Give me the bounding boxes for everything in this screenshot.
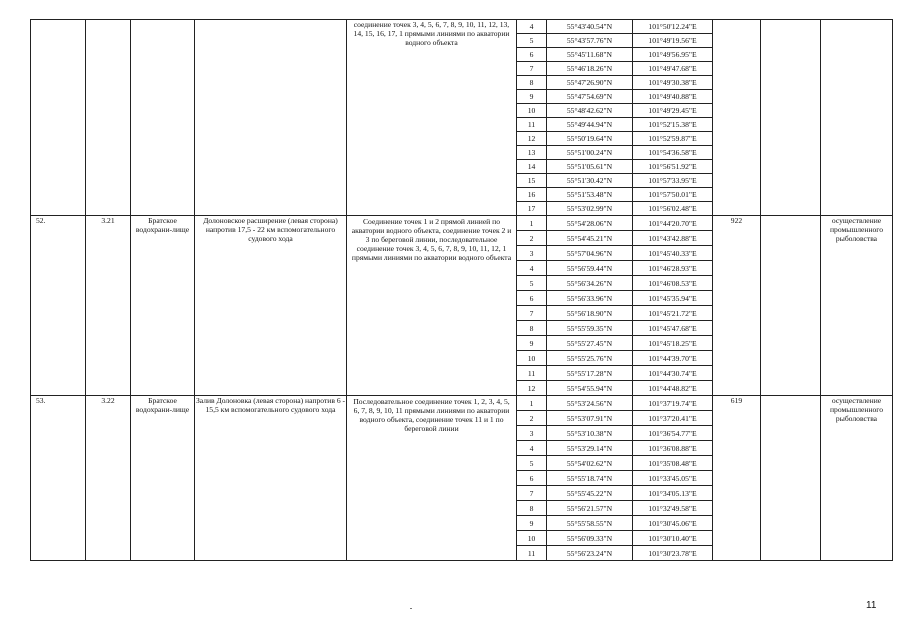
- blank-cell: [761, 20, 821, 216]
- point-number: 11: [517, 546, 547, 561]
- longitude: 101°50'12.24"E: [633, 20, 713, 34]
- longitude: 101°54'36.58"E: [633, 146, 713, 160]
- longitude: 101°44'30.74"E: [633, 366, 713, 381]
- point-number: 10: [517, 531, 547, 546]
- latitude: 55°55'59.35"N: [547, 321, 633, 336]
- latitude: 55°56'33.96"N: [547, 291, 633, 306]
- latitude: 55°56'09.33"N: [547, 531, 633, 546]
- longitude: 101°56'02.48"E: [633, 202, 713, 216]
- longitude: 101°44'20.70"E: [633, 216, 713, 231]
- row-number: 53.: [31, 396, 86, 561]
- water-body: Братское водохрани-лище: [131, 396, 195, 561]
- table-row: [31, 396, 893, 411]
- latitude: 55°49'44.94"N: [547, 118, 633, 132]
- usage-purpose: осуществление промышленного рыболовства: [821, 216, 893, 396]
- point-number: 5: [517, 276, 547, 291]
- longitude: 101°44'48.82"E: [633, 381, 713, 396]
- longitude: 101°49'56.95"E: [633, 48, 713, 62]
- point-number: 14: [517, 160, 547, 174]
- latitude: 55°54'55.94"N: [547, 381, 633, 396]
- longitude: 101°37'20.41"E: [633, 411, 713, 426]
- point-number: 8: [517, 321, 547, 336]
- point-number: 2: [517, 411, 547, 426]
- longitude: 101°37'19.74"E: [633, 396, 713, 411]
- point-number: 5: [517, 34, 547, 48]
- site-cell: [195, 20, 347, 216]
- latitude: 55°46'18.26"N: [547, 62, 633, 76]
- point-number: 1: [517, 396, 547, 411]
- point-number: 9: [517, 516, 547, 531]
- boundary-description: Последовательное соединение точек 1, 2, 3, 4, 5, 6, 7, 8, 9, 10, 11 прямыми линиями по акватории водного объекта, соединение точек 11 и 1 по береговой линии: [347, 396, 517, 561]
- point-number: 12: [517, 381, 547, 396]
- longitude: 101°45'40.33"E: [633, 246, 713, 261]
- latitude: 55°55'18.74"N: [547, 471, 633, 486]
- longitude: 101°45'47.68"E: [633, 321, 713, 336]
- longitude: 101°36'54.77"E: [633, 426, 713, 441]
- longitude: 101°34'05.13"E: [633, 486, 713, 501]
- coordinates-table: [30, 19, 893, 561]
- point-number: 4: [517, 20, 547, 34]
- point-number: 8: [517, 76, 547, 90]
- point-number: 13: [517, 146, 547, 160]
- point-number: 3: [517, 426, 547, 441]
- point-number: 7: [517, 306, 547, 321]
- latitude: 55°57'04.96"N: [547, 246, 633, 261]
- latitude: 55°43'40.54"N: [547, 20, 633, 34]
- table-row: [31, 20, 893, 34]
- longitude: 101°46'28.93"E: [633, 261, 713, 276]
- latitude: 55°56'18.90"N: [547, 306, 633, 321]
- latitude: 55°50'19.64"N: [547, 132, 633, 146]
- latitude: 55°55'58.55"N: [547, 516, 633, 531]
- longitude: 101°49'47.68"E: [633, 62, 713, 76]
- latitude: 55°53'07.91"N: [547, 411, 633, 426]
- point-number: 5: [517, 456, 547, 471]
- latitude: 55°47'26.90"N: [547, 76, 633, 90]
- point-number: 10: [517, 351, 547, 366]
- site-location: Долоновское расширение (левая сторона) напротив 17,5 - 22 км вспомогательного судового хода: [195, 216, 347, 396]
- longitude: 101°44'39.70"E: [633, 351, 713, 366]
- point-number: 3: [517, 246, 547, 261]
- water-body-cell: [131, 20, 195, 216]
- latitude: 55°53'10.38"N: [547, 426, 633, 441]
- point-number: 11: [517, 366, 547, 381]
- latitude: 55°56'21.57"N: [547, 501, 633, 516]
- longitude: 101°36'08.88"E: [633, 441, 713, 456]
- latitude: 55°45'11.68"N: [547, 48, 633, 62]
- blank-cell: [761, 216, 821, 396]
- point-number: 15: [517, 174, 547, 188]
- usage-purpose: осуществление промышленного рыболовства: [821, 396, 893, 561]
- point-number: 8: [517, 501, 547, 516]
- point-number: 7: [517, 486, 547, 501]
- latitude: 55°55'25.76"N: [547, 351, 633, 366]
- latitude: 55°43'57.76"N: [547, 34, 633, 48]
- registry-code: 3.21: [86, 216, 131, 396]
- latitude: 55°47'54.69"N: [547, 90, 633, 104]
- point-number: 16: [517, 188, 547, 202]
- point-number: 2: [517, 231, 547, 246]
- point-number: 4: [517, 261, 547, 276]
- longitude: 101°49'30.38"E: [633, 76, 713, 90]
- latitude: 55°54'45.21"N: [547, 231, 633, 246]
- point-number: 10: [517, 104, 547, 118]
- longitude: 101°49'29.45"E: [633, 104, 713, 118]
- longitude: 101°30'23.78"E: [633, 546, 713, 561]
- longitude: 101°32'49.58"E: [633, 501, 713, 516]
- point-number: 6: [517, 471, 547, 486]
- point-number: 7: [517, 62, 547, 76]
- point-number: 6: [517, 291, 547, 306]
- page-number: 11: [866, 600, 877, 611]
- scan-artifact: [410, 608, 412, 609]
- latitude: 55°56'23.24"N: [547, 546, 633, 561]
- point-number: 9: [517, 90, 547, 104]
- longitude: 101°56'51.92"E: [633, 160, 713, 174]
- longitude: 101°30'45.06"E: [633, 516, 713, 531]
- latitude: 55°54'02.62"N: [547, 456, 633, 471]
- row-number-cell: [31, 20, 86, 216]
- water-body: Братское водохрани-лище: [131, 216, 195, 396]
- area-value: 619: [713, 396, 761, 561]
- longitude: 101°45'35.94"E: [633, 291, 713, 306]
- latitude: 55°55'45.22"N: [547, 486, 633, 501]
- area-cell: [713, 20, 761, 216]
- longitude: 101°35'08.48"E: [633, 456, 713, 471]
- registry-code-cell: [86, 20, 131, 216]
- longitude: 101°45'21.72"E: [633, 306, 713, 321]
- latitude: 55°55'27.45"N: [547, 336, 633, 351]
- longitude: 101°49'19.56"E: [633, 34, 713, 48]
- longitude: 101°52'59.87"E: [633, 132, 713, 146]
- latitude: 55°51'30.42"N: [547, 174, 633, 188]
- purpose-cell: [821, 20, 893, 216]
- blank-cell: [761, 396, 821, 561]
- point-number: 1: [517, 216, 547, 231]
- latitude: 55°48'42.62"N: [547, 104, 633, 118]
- registry-code: 3.22: [86, 396, 131, 561]
- longitude: 101°52'15.38"E: [633, 118, 713, 132]
- longitude: 101°30'10.40"E: [633, 531, 713, 546]
- longitude: 101°43'42.88"E: [633, 231, 713, 246]
- area-value: 922: [713, 216, 761, 396]
- latitude: 55°55'17.28"N: [547, 366, 633, 381]
- longitude: 101°57'50.01"E: [633, 188, 713, 202]
- point-number: 6: [517, 48, 547, 62]
- longitude: 101°33'45.05"E: [633, 471, 713, 486]
- latitude: 55°56'59.44"N: [547, 261, 633, 276]
- latitude: 55°53'02.99"N: [547, 202, 633, 216]
- latitude: 55°56'34.26"N: [547, 276, 633, 291]
- point-number: 9: [517, 336, 547, 351]
- site-location: Залив Долоновка (левая сторона) напротив 6 - 15,5 км вспомогательного судового хода: [195, 396, 347, 561]
- table-row: [31, 216, 893, 231]
- row-number: 52.: [31, 216, 86, 396]
- point-number: 4: [517, 441, 547, 456]
- point-number: 11: [517, 118, 547, 132]
- longitude: 101°49'40.88"E: [633, 90, 713, 104]
- latitude: 55°51'05.61"N: [547, 160, 633, 174]
- latitude: 55°54'28.06"N: [547, 216, 633, 231]
- longitude: 101°46'08.53"E: [633, 276, 713, 291]
- latitude: 55°51'53.48"N: [547, 188, 633, 202]
- longitude: 101°57'33.95"E: [633, 174, 713, 188]
- boundary-description: Соединение точек 1 и 2 прямой линией по акватории водного объекта, соединение точек 2 и 3 по береговой линии, последовательное соединение точек 3, 4, 5, 6, 7, 8, 9, 10, 11, 12, 1 прямыми линиями по акватории водного объекта: [347, 216, 517, 396]
- boundary-description: соединение точек 3, 4, 5, 6, 7, 8, 9, 10, 11, 12, 13, 14, 15, 16, 17, 1 прямыми линиями по акватории водного объекта: [347, 20, 517, 216]
- longitude: 101°45'18.25"E: [633, 336, 713, 351]
- point-number: 12: [517, 132, 547, 146]
- point-number: 17: [517, 202, 547, 216]
- latitude: 55°51'00.24"N: [547, 146, 633, 160]
- latitude: 55°53'29.14"N: [547, 441, 633, 456]
- latitude: 55°53'24.56"N: [547, 396, 633, 411]
